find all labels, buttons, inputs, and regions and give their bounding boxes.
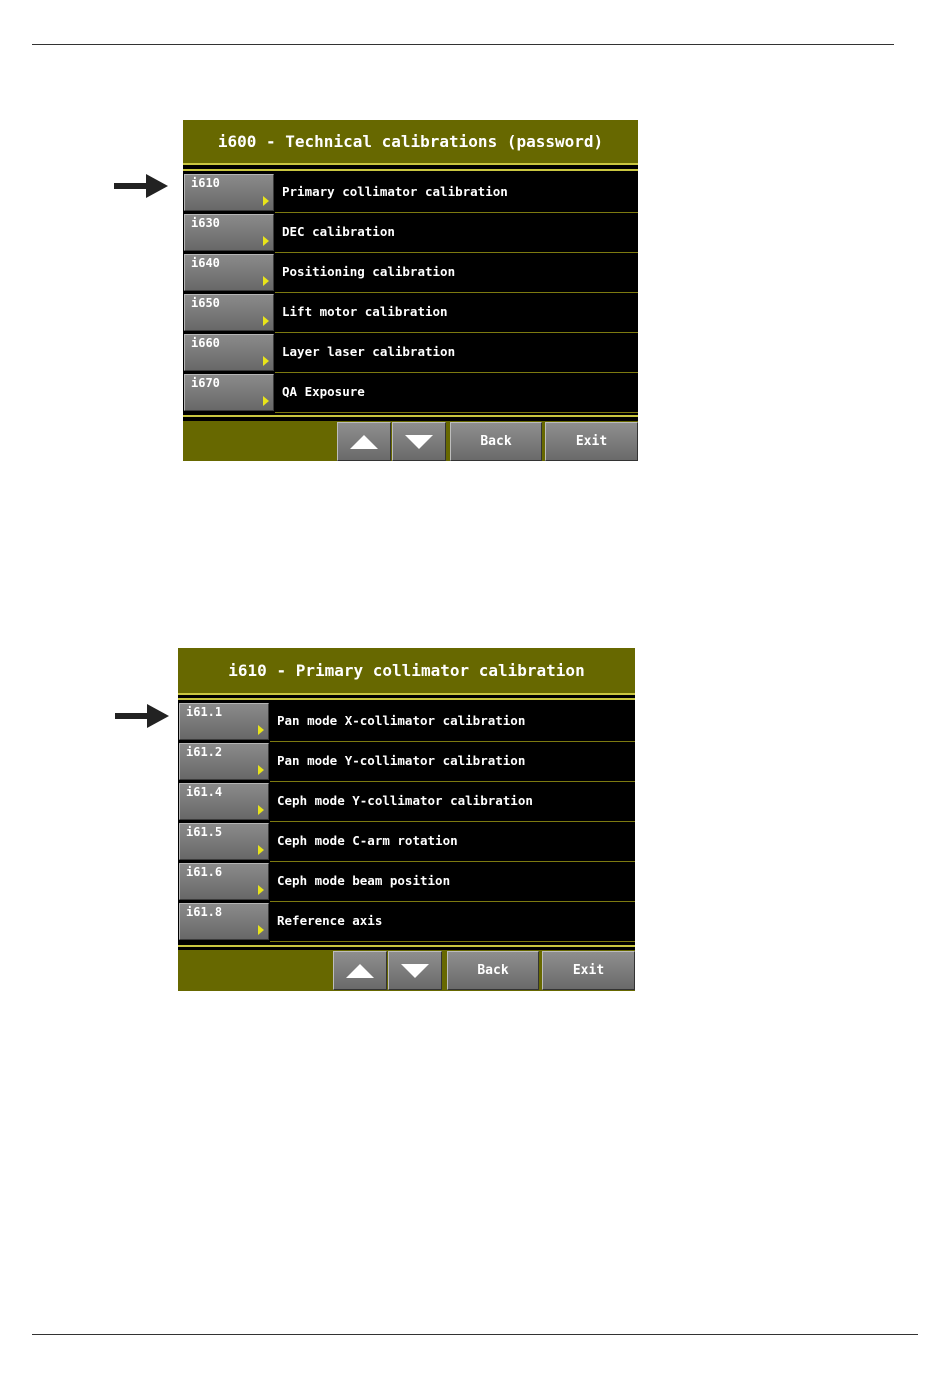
triangle-right-icon xyxy=(258,845,264,855)
menu-row[interactable] xyxy=(183,253,638,293)
menu-code: i610 xyxy=(191,176,220,190)
menu-code: i61.1 xyxy=(186,705,223,719)
menu-label: Layer laser calibration xyxy=(282,344,456,359)
top-rule xyxy=(32,44,894,45)
triangle-right-icon xyxy=(263,236,269,246)
triangle-right-icon xyxy=(263,356,269,366)
triangle-up-icon xyxy=(350,435,378,449)
triangle-right-icon xyxy=(258,885,264,895)
menu-code: i670 xyxy=(191,376,220,390)
menu-label: Primary collimator calibration xyxy=(282,184,508,199)
menu-code: i630 xyxy=(191,216,220,230)
menu-row[interactable] xyxy=(183,333,638,373)
triangle-right-icon xyxy=(258,725,264,735)
triangle-right-icon xyxy=(258,805,264,815)
bottom-rule xyxy=(32,1334,918,1335)
header-separator-2 xyxy=(183,169,638,171)
triangle-right-icon xyxy=(258,765,264,775)
header-separator xyxy=(178,693,635,695)
menu-code-button[interactable] xyxy=(184,294,274,331)
menu-code: i650 xyxy=(191,296,220,310)
menu-code-button[interactable] xyxy=(179,783,269,820)
menu-label: Ceph mode beam position xyxy=(277,873,451,888)
row-divider xyxy=(270,941,635,942)
menu-code: i61.5 xyxy=(186,825,223,839)
menu-row[interactable] xyxy=(178,702,635,742)
triangle-right-icon xyxy=(263,276,269,286)
arrow-right-icon xyxy=(114,174,168,198)
triangle-right-icon xyxy=(263,316,269,326)
panel-footer xyxy=(183,421,638,461)
menu-row[interactable] xyxy=(178,822,635,862)
menu-list xyxy=(183,173,638,413)
menu-code-button[interactable] xyxy=(184,334,274,371)
arrow-right-icon xyxy=(115,704,169,728)
menu-code-button[interactable] xyxy=(184,214,274,251)
menu-label: Reference axis xyxy=(277,913,383,928)
menu-code-button[interactable] xyxy=(184,174,274,211)
menu-code-button[interactable] xyxy=(184,254,274,291)
menu-code-button[interactable] xyxy=(179,703,269,740)
menu-list xyxy=(178,702,635,942)
exit-button[interactable]: Exit xyxy=(545,422,638,461)
triangle-right-icon xyxy=(263,196,269,206)
footer-separator xyxy=(178,945,635,947)
header-separator xyxy=(183,163,638,165)
menu-row[interactable] xyxy=(183,213,638,253)
menu-code-button[interactable] xyxy=(179,823,269,860)
menu-code-button[interactable] xyxy=(179,863,269,900)
menu-label: Positioning calibration xyxy=(282,264,456,279)
menu-code: i61.8 xyxy=(186,905,223,919)
menu-row[interactable] xyxy=(183,293,638,333)
menu-row[interactable] xyxy=(178,782,635,822)
footer-separator xyxy=(183,415,638,417)
menu-label: Pan mode X-collimator calibration xyxy=(277,713,526,728)
menu-row[interactable] xyxy=(183,373,638,413)
triangle-up-icon xyxy=(346,964,374,978)
menu-row[interactable] xyxy=(183,173,638,213)
panel-primary-collimator-calibration xyxy=(178,648,635,991)
menu-code-button[interactable] xyxy=(179,743,269,780)
triangle-right-icon xyxy=(258,925,264,935)
menu-label: QA Exposure xyxy=(282,384,365,399)
menu-code: i660 xyxy=(191,336,220,350)
panel-title: i610 - Primary collimator calibration xyxy=(178,648,635,693)
menu-label: Pan mode Y-collimator calibration xyxy=(277,753,526,768)
triangle-right-icon xyxy=(263,396,269,406)
menu-row[interactable] xyxy=(178,902,635,942)
panel-title: i600 - Technical calibrations (password) xyxy=(183,120,638,163)
menu-code: i640 xyxy=(191,256,220,270)
menu-label: DEC calibration xyxy=(282,224,395,239)
triangle-down-icon xyxy=(401,964,429,978)
back-button[interactable]: Back xyxy=(447,951,539,990)
scroll-up-button[interactable] xyxy=(333,951,387,990)
menu-row[interactable] xyxy=(178,862,635,902)
menu-label: Ceph mode C-arm rotation xyxy=(277,833,458,848)
menu-code-button[interactable] xyxy=(184,374,274,411)
menu-label: Ceph mode Y-collimator calibration xyxy=(277,793,533,808)
back-button[interactable]: Back xyxy=(450,422,542,461)
menu-label: Lift motor calibration xyxy=(282,304,448,319)
scroll-down-button[interactable] xyxy=(392,422,446,461)
panel-footer xyxy=(178,950,635,991)
scroll-up-button[interactable] xyxy=(337,422,391,461)
menu-code: i61.4 xyxy=(186,785,223,799)
panel-technical-calibrations xyxy=(183,120,638,461)
menu-code-button[interactable] xyxy=(179,903,269,940)
menu-code: i61.6 xyxy=(186,865,223,879)
triangle-down-icon xyxy=(405,435,433,449)
header-separator-2 xyxy=(178,698,635,700)
menu-code: i61.2 xyxy=(186,745,223,759)
menu-row[interactable] xyxy=(178,742,635,782)
row-divider xyxy=(275,412,638,413)
scroll-down-button[interactable] xyxy=(388,951,442,990)
exit-button[interactable]: Exit xyxy=(542,951,635,990)
